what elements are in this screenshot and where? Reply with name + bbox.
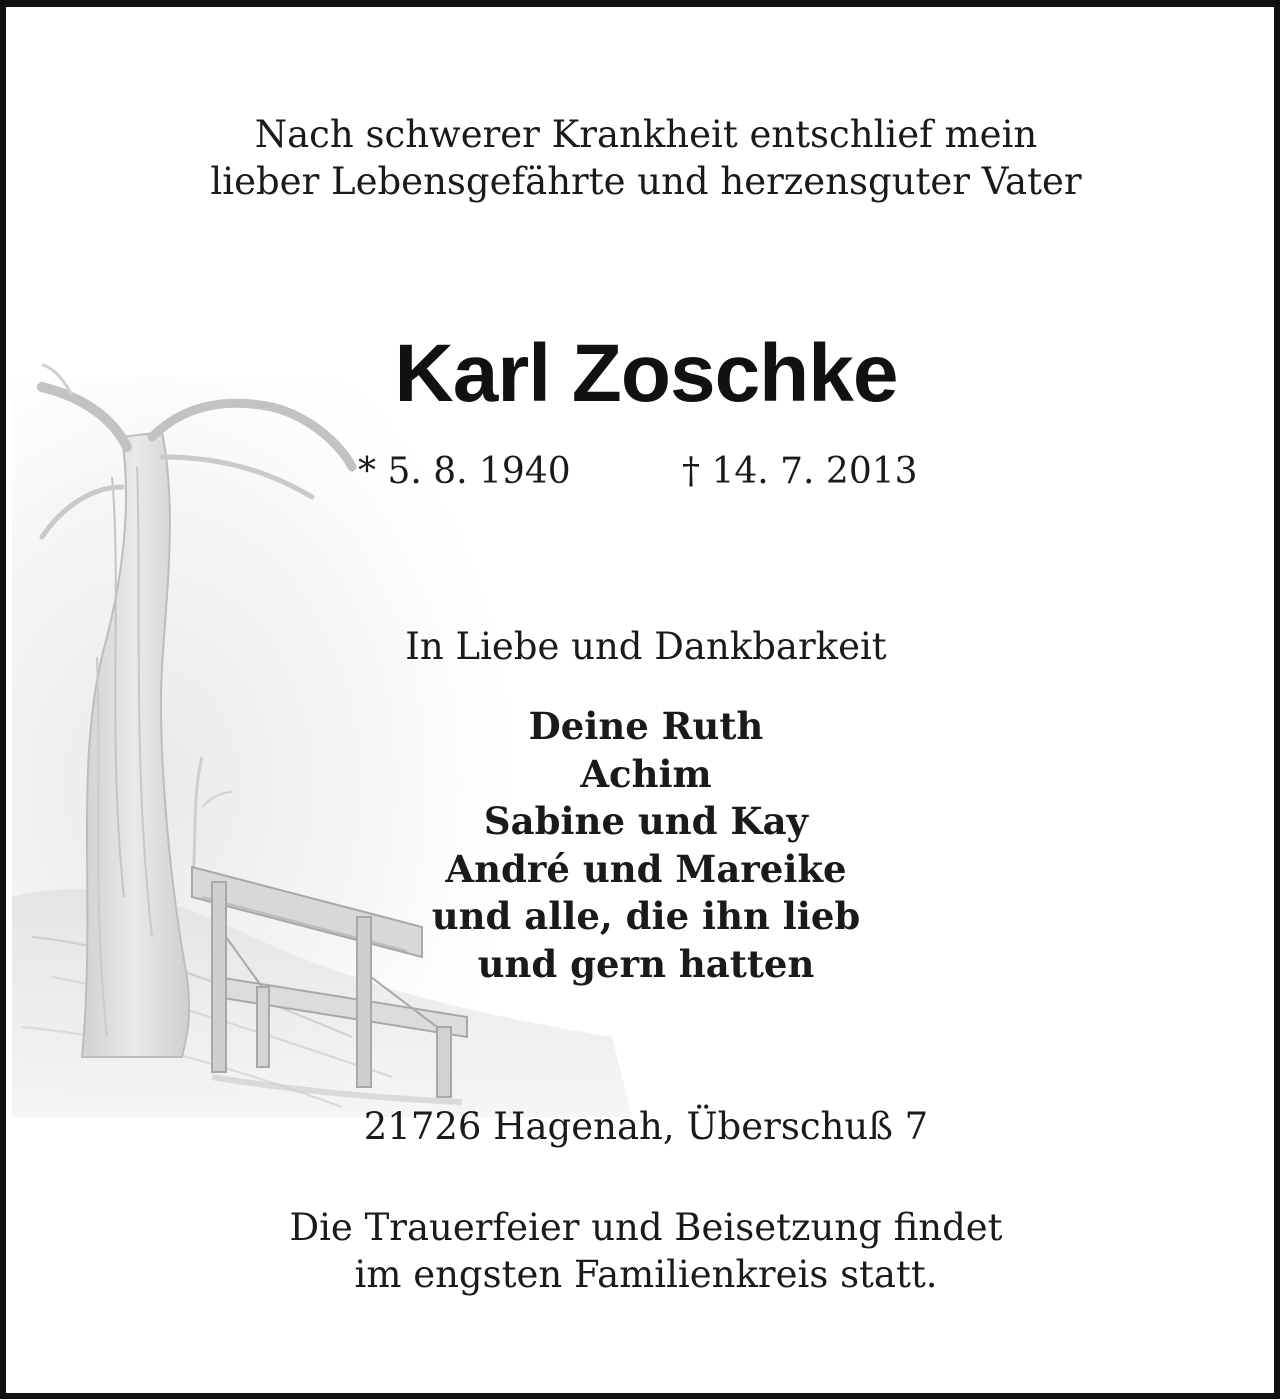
intro-line: Nach schwerer Krankheit entschlief mein xyxy=(254,113,1038,156)
mourner-line: Sabine und Kay xyxy=(483,799,809,843)
mourner-line: Deine Ruth xyxy=(528,704,764,748)
mourner-line: Achim xyxy=(580,751,712,796)
intro-text xyxy=(6,111,1280,205)
funeral-note xyxy=(6,1204,1280,1298)
mourner-line: André und Mareike xyxy=(445,846,847,891)
mourner-line: und gern hatten xyxy=(477,941,815,986)
life-dates xyxy=(6,449,1280,495)
death-date: † 14. 7. 2013 xyxy=(682,451,918,492)
family-address: 21726 Hagenah, Überschuß 7 xyxy=(363,1105,929,1148)
mourner-line: und alle, die ihn lieb xyxy=(431,894,861,938)
funeral-note-line: im engsten Familienkreis statt. xyxy=(354,1253,938,1296)
deceased-name: Karl Zoschke xyxy=(394,328,898,419)
birth-date: * 5. 8. 1940 xyxy=(358,451,571,492)
gratitude-line: In Liebe und Dankbarkeit xyxy=(405,625,887,668)
intro-line: lieber Lebensgefährte und herzensguter Vater xyxy=(210,160,1082,203)
mourners-list xyxy=(6,703,1280,988)
funeral-note-line: Die Trauerfeier und Beisetzung findet xyxy=(289,1206,1003,1249)
